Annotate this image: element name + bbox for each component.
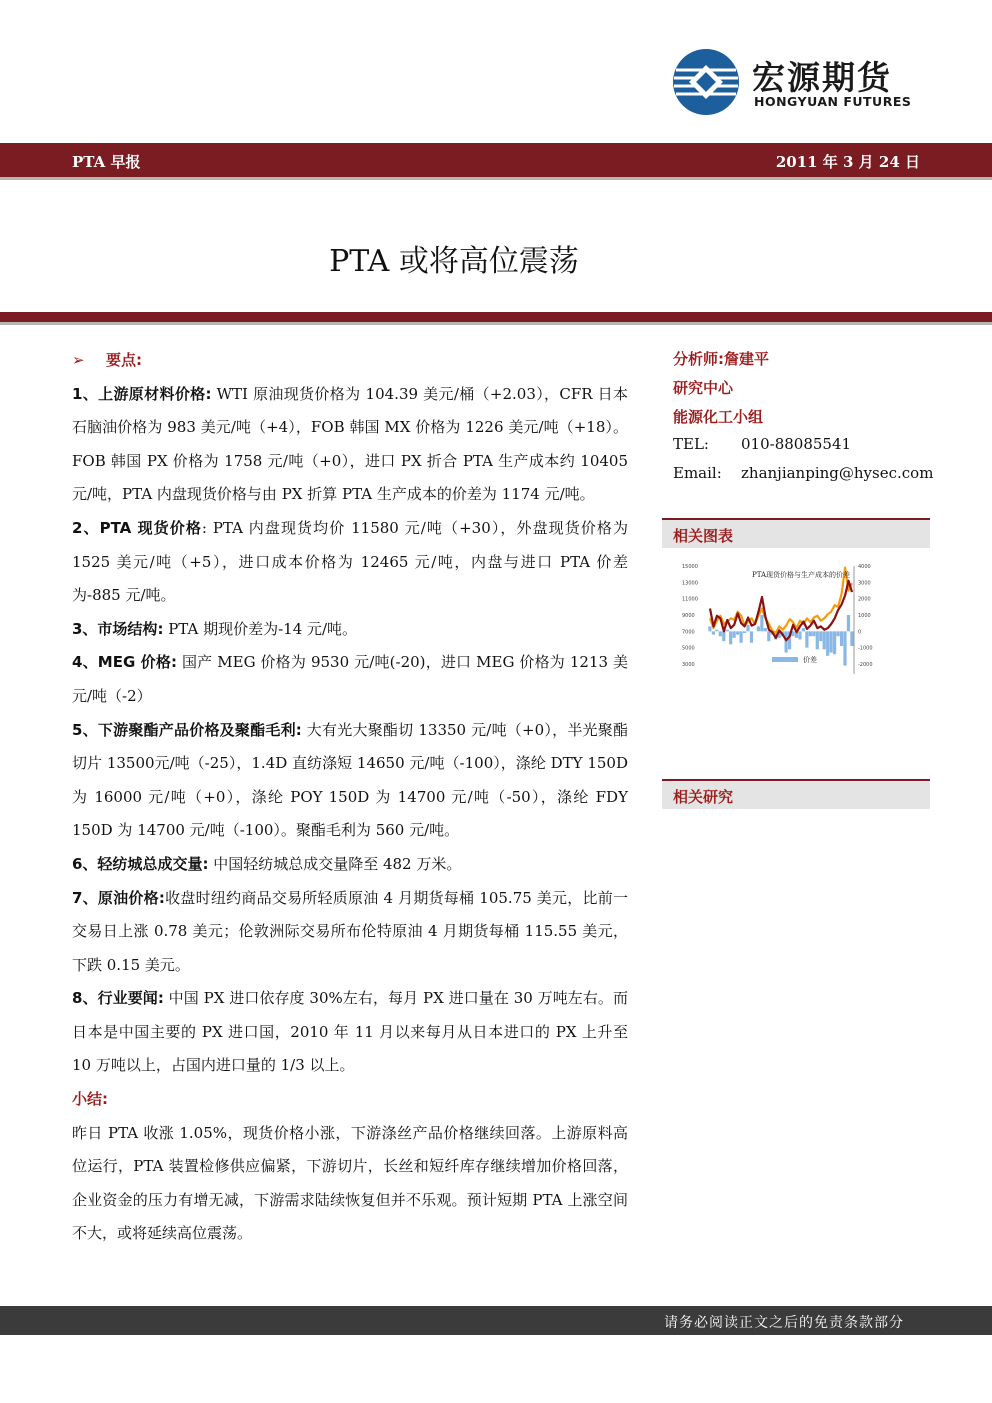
- email-value[interactable]: zhanjianping@hysec.com: [741, 464, 934, 482]
- key-point-label: 7、原油价格:: [72, 888, 165, 907]
- spread-bar: [830, 631, 833, 652]
- spread-bar: [850, 631, 853, 646]
- left-tick-label: 7000: [682, 629, 695, 636]
- summary-heading: 小结:: [72, 1090, 108, 1109]
- logo-mark-icon: [672, 48, 740, 116]
- spread-bar: [819, 631, 822, 641]
- key-points-heading: 要点:: [106, 351, 142, 369]
- spread-bar: [816, 631, 819, 649]
- key-points-heading-row: [72, 344, 628, 378]
- summary-text: 昨日 PTA 收涨 1.05%，现货价格小涨，下游涤丝产品价格继续回落。上游原料高位运行，PTA 装置检修供应偏紧，下游切片，长丝和短纤库存继续增加价格回落，企业资金的压力有增无减，下游需求陆续恢复但并不乐观。预计短期 PTA 上涨空间不大，或将延续高位震荡。: [72, 1123, 628, 1243]
- left-tick-label: 5000: [682, 645, 695, 652]
- related-research-header: [662, 779, 930, 809]
- left-tick-label: 13000: [682, 580, 698, 587]
- key-point-label: 2、PTA 现货价格: [72, 518, 202, 537]
- spread-bar: [715, 630, 718, 632]
- left-tick-label: 9000: [682, 613, 695, 619]
- key-point-text: 中国 PX 进口依存度 30%左右，每月 PX 进口量在 30 万吨左右。而日本是中国主要的 PX 进口国，2010 年 11 月以来每月从日本进口的 PX 上升至 10 万吨以上，占国内进口量的 1/3 以上。: [72, 989, 628, 1075]
- spread-bar: [798, 631, 801, 639]
- spread-bar: [750, 631, 753, 642]
- spread-bar: [760, 615, 763, 631]
- analyst-dept: 研究中心: [673, 379, 734, 397]
- spread-bar: [843, 631, 846, 665]
- spread-bar: [767, 631, 770, 641]
- legend-label: 价差: [803, 656, 817, 664]
- key-point-item: [72, 714, 628, 848]
- brand-name-en: HONGYUAN FUTURES: [754, 94, 912, 109]
- key-point-item: [72, 982, 628, 1083]
- related-charts-header: [662, 518, 930, 548]
- spread-bar: [823, 631, 826, 649]
- right-tick-label: 4000: [858, 564, 871, 570]
- spread-bar: [757, 626, 760, 631]
- spread-chart-svg: [680, 552, 882, 700]
- key-point-text: 收盘时纽约商品交易所轻质原油 4 月期货每桶 105.75 美元，比前一交易日上涨 0.78 美元；伦敦洲际交易所布伦特原油 4 月期货每桶 115.55 美元，下跌 0.15 美元。: [72, 888, 628, 974]
- page-title: PTA 或将高位震荡: [329, 244, 579, 279]
- key-point-text: 大有光大聚酯切 13350 元/吨（+0），半光聚酯切片 13500元/吨（-25），1.4D 直纺涤短 14650 元/吨（-100），涤纶 DTY 150D 为 16000 元/吨（+0），涤纶 POY 150D 为 14700 元/吨（-50），涤纶 FDY 150D 为 14700 元/吨（-100）。聚酯毛利为 560 元/吨。: [72, 720, 628, 840]
- spread-bar: [722, 631, 725, 641]
- spread-bar: [840, 631, 843, 646]
- spread-chart: [680, 552, 882, 700]
- related-research-label: 相关研究: [673, 788, 734, 806]
- analyst-email-row: [673, 464, 934, 493]
- right-tick-label: 1000: [858, 613, 871, 619]
- spread-bar: [812, 631, 815, 636]
- spread-bar: [764, 628, 767, 631]
- disclaimer-note: 请务必阅读正文之后的免责条款部分: [664, 1315, 904, 1331]
- right-tick-label: 2000: [858, 596, 871, 603]
- right-tick-label: 0: [858, 629, 862, 636]
- key-points-section: [72, 344, 628, 1251]
- key-point-item: [72, 613, 628, 647]
- spread-bar: [746, 625, 749, 632]
- key-point-text: : PTA 内盘现货均价 11580 元/吨（+30），外盘现货价格为 1525 美元/吨（+5），进口成本价格为 12465 元/吨，内盘与进口 PTA 价差为-885 元/吨。: [72, 518, 628, 605]
- legend-swatch: [772, 657, 798, 662]
- key-point-text: 国产 MEG 价格为 9530 元/吨(-20)，进口 MEG 价格为 1213 美元/吨（-2）: [72, 653, 628, 705]
- related-charts-label: 相关图表: [673, 527, 734, 545]
- key-point-item: [72, 512, 628, 613]
- key-point-text: PTA 期现价差为-14 元/吨。: [163, 619, 358, 638]
- spread-bar: [802, 628, 805, 631]
- title-divider: [0, 322, 992, 325]
- spread-bar: [719, 631, 722, 636]
- key-point-label: 1、上游原材料价格:: [72, 384, 212, 403]
- spread-bar: [785, 631, 788, 652]
- key-point-label: 4、MEG 价格:: [72, 653, 178, 672]
- key-point-item: [72, 848, 628, 882]
- spread-bar: [712, 631, 715, 634]
- spread-bar: [826, 631, 829, 656]
- key-point-label: 5、下游聚酯产品价格及聚酯毛利:: [72, 720, 302, 739]
- spread-bar: [739, 631, 742, 642]
- arrow-bullet-icon: ➢: [72, 351, 85, 369]
- spread-bar: [833, 631, 836, 654]
- analyst-info: [673, 348, 934, 493]
- right-tick-label: -2000: [858, 662, 873, 668]
- analyst-group: 能源化工小组: [673, 408, 764, 426]
- key-point-item: [72, 882, 628, 983]
- brand-name-cn: 宏源期货: [752, 58, 892, 97]
- spread-bar: [836, 631, 839, 636]
- key-point-item: [72, 378, 628, 512]
- header-divider: [0, 177, 992, 180]
- spread-bar: [809, 631, 812, 636]
- spread-bar: [729, 631, 732, 644]
- report-date: 2011 年 3 月 24 日: [775, 153, 920, 171]
- tel-value: 010-88085541: [741, 435, 852, 453]
- spread-bar: [726, 630, 729, 632]
- key-point-item: [72, 646, 628, 713]
- spread-bar: [733, 631, 736, 638]
- report-type: PTA 早报: [72, 153, 141, 171]
- right-tick-label: -1000: [858, 645, 873, 652]
- spread-bar: [736, 631, 739, 634]
- spread-bar: [708, 626, 711, 631]
- left-tick-label: 3000: [682, 662, 695, 668]
- chart-title: PTA现货价格与生产成本的价差: [752, 571, 851, 579]
- key-point-label: 8、行业要闻:: [72, 989, 164, 1008]
- email-label: Email:: [673, 464, 722, 482]
- analyst-tel-row: [673, 435, 923, 464]
- key-point-label: 6、轻纺城总成交量:: [72, 854, 209, 873]
- key-point-text: 中国轻纺城总成交量降至 482 万米。: [208, 854, 462, 873]
- company-logo: [672, 48, 922, 118]
- summary-heading-row: [72, 1083, 628, 1117]
- left-tick-label: 15000: [682, 564, 698, 570]
- tel-label: TEL:: [673, 435, 709, 453]
- spread-bar: [847, 615, 850, 631]
- left-tick-label: 11000: [682, 596, 698, 603]
- right-tick-label: 3000: [858, 580, 871, 587]
- spread-bar: [805, 631, 808, 647]
- spread-bar: [743, 631, 746, 633]
- analyst-name: 分析师:詹建平: [673, 350, 769, 368]
- title-band: [0, 312, 992, 322]
- key-point-label: 3、市场结构:: [72, 619, 164, 638]
- key-point-text: WTI 原油现货价格为 104.39 美元/桶（+2.03），CFR 日本石脑油价格为 983 美元/吨（+4），FOB 韩国 MX 价格为 1226 美元/吨（+18）。FOB 韩国 PX 价格为 1758 元/吨（+0），进口 PX 折合 PTA 生产成本约 10405 元/吨，PTA 内盘现货价格与由 PX 折算 PTA 生产成本的价差为 1174 元/吨。: [72, 384, 629, 504]
